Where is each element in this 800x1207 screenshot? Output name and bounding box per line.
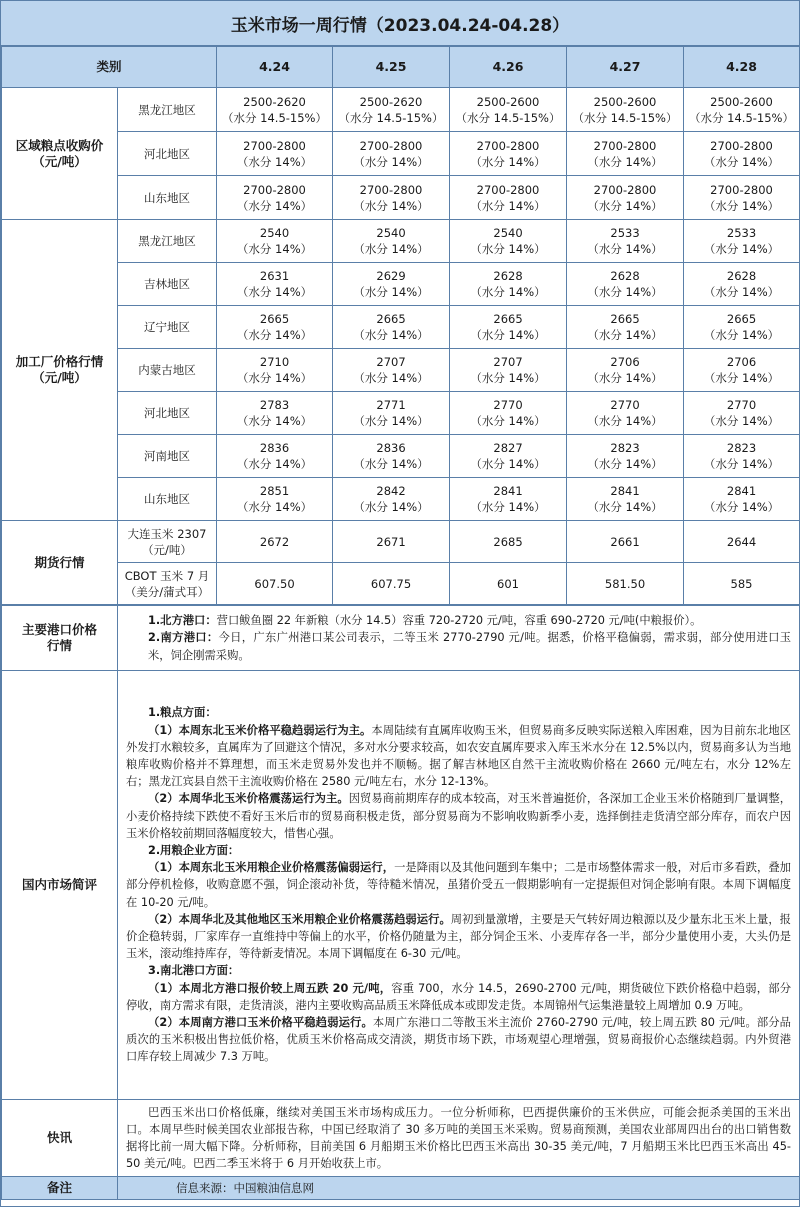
region-cell: 河南地区 — [118, 435, 217, 478]
price-value: 2706 — [610, 355, 640, 369]
price-value: 2770 — [493, 398, 523, 412]
price-cell — [217, 435, 333, 478]
moisture-note: （水分 14%） — [353, 457, 429, 471]
price-cell — [217, 88, 333, 132]
price-value: 2500-2620 — [243, 94, 306, 109]
moisture-note: （水分 14.5-15%） — [338, 110, 444, 125]
futures-value: 601 — [450, 563, 567, 605]
price-cell — [684, 349, 800, 392]
futures-value: 607.75 — [333, 563, 450, 605]
section-label — [2, 220, 118, 521]
price-value: 2665 — [610, 312, 640, 326]
moisture-note: （水分 14%） — [236, 371, 313, 385]
price-value: 2841 — [610, 484, 640, 498]
price-cell — [450, 392, 567, 435]
futures-unit: （美分/蒲式耳） — [124, 584, 210, 599]
price-cell — [217, 132, 333, 176]
futures-name-cell — [118, 563, 217, 605]
section-label-line1: 区域粮点收购价 — [15, 137, 104, 153]
price-value: 2665 — [376, 312, 406, 326]
price-value: 2700-2800 — [359, 182, 423, 197]
regional-purchase-section — [2, 88, 800, 220]
price-value: 2707 — [493, 355, 523, 369]
price-cell — [684, 176, 800, 220]
moisture-note: （水分 14%） — [236, 198, 313, 213]
price-cell — [567, 478, 684, 521]
price-value: 2628 — [610, 269, 640, 283]
price-cell — [567, 88, 684, 132]
note-text: 信息来源：中国粮油信息网 — [118, 1177, 800, 1200]
moisture-note: （水分 14%） — [470, 198, 546, 213]
price-value: 2540 — [493, 226, 523, 240]
moisture-note: （水分 14%） — [470, 328, 546, 342]
date-header: 4.27 — [567, 47, 684, 88]
price-cell — [450, 132, 567, 176]
price-cell — [217, 478, 333, 521]
price-value: 2841 — [493, 484, 523, 498]
price-cell — [450, 478, 567, 521]
futures-value: 581.50 — [567, 563, 684, 605]
north-port-title: 1.北方港口： — [148, 614, 217, 628]
price-cell — [567, 306, 684, 349]
section-label-line2: （元/吨） — [32, 153, 87, 169]
region-cell: 山东地区 — [118, 176, 217, 220]
futures-label: 期货行情 — [2, 521, 118, 605]
price-cell — [333, 478, 450, 521]
price-cell — [684, 263, 800, 306]
table-row — [2, 349, 800, 392]
moisture-note: （水分 14%） — [470, 154, 546, 169]
price-value: 2700-2800 — [593, 182, 657, 197]
price-value: 2700-2800 — [243, 138, 306, 153]
futures-name: CBOT 玉米 7 月 — [124, 568, 210, 583]
moisture-note: （水分 14%） — [587, 328, 663, 342]
domestic-row — [2, 671, 800, 1100]
futures-value: 585 — [684, 563, 800, 605]
flash-text: 巴西玉米出口价格低廉，继续对美国玉米市场构成压力。一位分析师称，巴西提供廉价的玉米供应，可能会扼杀美国的玉米出口。本周早些时候美国农业部报告称，中国已经取消了 30 多万吨的美国玉米采购。贸易商预测，美国农业部周四出台的出口销售数据将比前一周大幅下降。分析师称，目前美国 6 月船期玉米价格比巴西玉米高出 30-35 美元/吨，7 月船期玉米比巴西玉米高出 45-50 美元/吨。巴西二季玉米将于 6 月开始收获上市。 — [126, 1105, 791, 1171]
price-value: 2665 — [726, 312, 757, 326]
price-cell — [450, 220, 567, 263]
futures-value: 2671 — [333, 521, 450, 563]
factory-price-section — [2, 220, 800, 521]
price-cell — [333, 132, 450, 176]
moisture-note: （水分 14%） — [353, 242, 429, 256]
price-value: 2700-2800 — [243, 182, 306, 197]
price-cell — [567, 263, 684, 306]
s2-p1-text: 一是降雨以及其他问题到车集中；二是市场整体需求一般，对后市多看跌，叠加部分停机检修，收购意愿不强，饲企滚动补货，等待糙米情况，虽猪价受五一假期影响有一定提振但对饲企影响有限。本周下调幅度在 10-20 元/吨。 — [126, 861, 791, 909]
price-value: 2665 — [259, 312, 290, 326]
ports-content — [118, 606, 800, 671]
price-value: 2851 — [259, 484, 290, 498]
south-port-text: 今日，广东广州港口某公司表示，二等玉米 2770-2790 元/吨。据悉，价格平稳偏弱，需求弱，部分使用进口玉米，饲企刚需采购。 — [148, 631, 791, 662]
s2-p2-bold: （2）本周华北及其他地区玉米用粮企业价格震荡趋弱运行。 — [148, 912, 451, 926]
price-cell — [684, 392, 800, 435]
moisture-note: （水分 14%） — [587, 198, 663, 213]
price-cell — [450, 176, 567, 220]
moisture-note: （水分 14%） — [236, 242, 313, 256]
moisture-note: （水分 14.5-15%） — [455, 110, 561, 125]
price-value: 2823 — [726, 441, 757, 455]
futures-name-cell — [118, 521, 217, 563]
price-value: 2827 — [493, 441, 523, 455]
price-cell — [567, 349, 684, 392]
price-value: 2540 — [376, 226, 406, 240]
moisture-note: （水分 14%） — [587, 371, 663, 385]
price-cell — [333, 88, 450, 132]
moisture-note: （水分 14%） — [703, 198, 780, 213]
price-cell — [567, 435, 684, 478]
moisture-note: （水分 14%） — [353, 371, 429, 385]
table-row — [2, 521, 800, 563]
price-value: 2700-2800 — [359, 138, 423, 153]
price-value: 2836 — [259, 441, 290, 455]
price-value: 2823 — [610, 441, 640, 455]
moisture-note: （水分 14%） — [587, 242, 663, 256]
price-cell — [217, 176, 333, 220]
table-row — [2, 563, 800, 605]
price-cell — [333, 220, 450, 263]
price-cell — [450, 435, 567, 478]
price-value: 2665 — [493, 312, 523, 326]
region-cell: 河北地区 — [118, 392, 217, 435]
price-value: 2707 — [376, 355, 406, 369]
s3-p2-bold: （2）本周南方港口玉米价格平稳趋弱运行。 — [148, 1016, 373, 1030]
price-cell — [450, 88, 567, 132]
price-cell — [333, 263, 450, 306]
price-value: 2706 — [726, 355, 757, 369]
price-table — [1, 46, 800, 605]
date-header: 4.28 — [684, 47, 800, 88]
futures-name: 大连玉米 2307 — [127, 526, 207, 541]
price-cell — [684, 478, 800, 521]
moisture-note: （水分 14%） — [587, 154, 663, 169]
price-value: 2700-2800 — [476, 138, 540, 153]
price-cell — [684, 132, 800, 176]
section-label — [2, 88, 118, 220]
moisture-note: （水分 14%） — [353, 328, 429, 342]
price-value: 2700-2800 — [476, 182, 540, 197]
moisture-note: （水分 14%） — [236, 154, 313, 169]
price-value: 2710 — [259, 355, 290, 369]
price-cell — [684, 220, 800, 263]
north-port-text: 营口鲅鱼圈 22 年新粮（水分 14.5）容重 720-2720 元/吨，容重 690-2720 元/吨(中粮报价）。 — [216, 614, 702, 628]
futures-section — [2, 521, 800, 605]
note-row — [2, 1177, 800, 1200]
price-value: 2700-2800 — [593, 138, 657, 153]
price-cell — [217, 349, 333, 392]
futures-value: 607.50 — [217, 563, 333, 605]
price-value: 2700-2800 — [710, 182, 773, 197]
price-value: 2628 — [493, 269, 523, 283]
moisture-note: （水分 14.5-15%） — [572, 110, 678, 125]
price-value: 2836 — [376, 441, 406, 455]
price-cell — [450, 263, 567, 306]
moisture-note: （水分 14%） — [236, 328, 313, 342]
flash-content — [118, 1100, 800, 1177]
price-value: 2629 — [376, 269, 406, 283]
region-cell: 吉林地区 — [118, 263, 217, 306]
table-row — [2, 263, 800, 306]
region-cell: 山东地区 — [118, 478, 217, 521]
futures-value: 2644 — [684, 521, 800, 563]
price-cell — [450, 349, 567, 392]
south-port-title: 2.南方港口： — [148, 631, 219, 645]
ports-row — [2, 606, 800, 671]
table-row — [2, 88, 800, 132]
moisture-note: （水分 14%） — [587, 414, 663, 428]
date-header: 4.26 — [450, 47, 567, 88]
price-cell — [567, 392, 684, 435]
price-cell — [333, 392, 450, 435]
moisture-note: （水分 14%） — [353, 414, 429, 428]
s2-title: 2.用粮企业方面： — [148, 843, 240, 857]
moisture-note: （水分 14.5-15%） — [222, 110, 327, 125]
s3-p1-text: 容重 700，水分 14.5，2690-2700 元/吨，期货破位下跌价格稳中趋弱，部分停收，南方需求有限，走货清淡，港内主要收购高品质玉米降低成本或即发走货。本周锦州气运集港量较上周增加 0.9 万吨。 — [126, 981, 792, 1012]
moisture-note: （水分 14%） — [703, 242, 780, 256]
price-value: 2700-2800 — [710, 138, 773, 153]
price-value: 2500-2600 — [710, 94, 773, 109]
region-cell: 河北地区 — [118, 132, 217, 176]
price-value: 2533 — [726, 226, 757, 240]
moisture-note: （水分 14%） — [353, 500, 429, 514]
price-cell — [684, 88, 800, 132]
s3-p1-bold: （1）本周北方港口报价较上周五跌 20 元/吨， — [148, 981, 392, 995]
price-value: 2771 — [376, 398, 406, 412]
table-row — [2, 392, 800, 435]
price-cell — [333, 349, 450, 392]
table-row — [2, 220, 800, 263]
price-cell — [567, 176, 684, 220]
moisture-note: （水分 14%） — [703, 371, 780, 385]
domestic-label: 国内市场简评 — [2, 671, 118, 1100]
s3-p2-text: 本周广东港口二等散玉米主流价 2760-2790 元/吨，较上周五跌 80 元/吨。部分品质次的玉米积极出售拉低价格，优质玉米价格高成交清淡，期货市场下跌，市场观望心理增强，贸易商报价心态继续趋弱。内外贸港口库存较上周减少 7.3 万吨。 — [126, 1016, 791, 1064]
moisture-note: （水分 14%） — [470, 285, 546, 299]
s2-p2-text: 周初到量激增，主要是天气转好周边粮源以及少量东北玉米上量，报价企稳转弱，厂家库存一直维持中等偏上的水平，价格仍随量为主，部分饲企玉米、小麦库存各一半，部分少量使用小麦，大头仍是玉米，滚动维持库存，等待新麦情况。本周下调幅度在 6-30 元/吨。 — [126, 912, 791, 961]
moisture-note: （水分 14%） — [470, 457, 546, 471]
price-value: 2540 — [259, 226, 290, 240]
report-title: 玉米市场一周行情（2023.04.24-04.28） — [1, 1, 799, 46]
header-row — [2, 47, 800, 88]
moisture-note: （水分 14%） — [703, 414, 780, 428]
price-value: 2842 — [376, 484, 406, 498]
moisture-note: （水分 14%） — [353, 198, 429, 213]
price-cell — [684, 435, 800, 478]
moisture-note: （水分 14.5-15%） — [689, 110, 794, 125]
table-row — [2, 132, 800, 176]
s2-p1-bold: （1）本周东北玉米用粮企业价格震荡偏弱运行， — [148, 861, 395, 875]
price-cell — [217, 306, 333, 349]
moisture-note: （水分 14%） — [470, 371, 546, 385]
price-cell — [684, 306, 800, 349]
price-cell — [217, 220, 333, 263]
region-cell: 黑龙江地区 — [118, 220, 217, 263]
price-cell — [333, 176, 450, 220]
price-cell — [217, 263, 333, 306]
moisture-note: （水分 14%） — [703, 500, 780, 514]
price-value: 2500-2620 — [359, 94, 423, 109]
s1-p2-bold: （2）本周华北玉米价格震荡运行为主。 — [148, 792, 349, 806]
moisture-note: （水分 14%） — [236, 457, 313, 471]
note-label: 备注 — [2, 1177, 118, 1200]
moisture-note: （水分 14%） — [587, 500, 663, 514]
section-label-line1: 加工厂价格行情 — [15, 354, 104, 369]
domestic-content — [118, 671, 800, 1100]
ports-label-line2: 行情 — [46, 638, 72, 653]
moisture-note: （水分 14%） — [470, 500, 546, 514]
table-row — [2, 176, 800, 220]
price-value: 2783 — [259, 398, 290, 412]
category-header: 类别 — [2, 47, 217, 88]
futures-unit: （元/吨） — [142, 542, 192, 557]
futures-value: 2672 — [217, 521, 333, 563]
s1-p2-text: 因贸易商前期库存的成本较高，对玉米普遍挺价，各深加工企业玉米价格随到厂量调整，小麦价格持续下跌使不看好玉米后市的贸易商积极走货，部分贸易商为不影响收购新季小麦，选择倒挂走货清空部分库存，而农户因玉米价格较前期回落幅度较大，惜售心强。 — [126, 792, 791, 840]
moisture-note: （水分 14%） — [703, 154, 780, 169]
s1-title: 1.粮点方面： — [148, 706, 217, 720]
moisture-note: （水分 14%） — [703, 328, 780, 342]
price-cell — [217, 392, 333, 435]
moisture-note: （水分 14%） — [470, 242, 546, 256]
date-header: 4.25 — [333, 47, 450, 88]
moisture-note: （水分 14%） — [236, 285, 313, 299]
futures-value: 2685 — [450, 521, 567, 563]
price-value: 2770 — [726, 398, 757, 412]
price-cell — [567, 132, 684, 176]
price-value: 2533 — [610, 226, 640, 240]
moisture-note: （水分 14%） — [587, 457, 663, 471]
price-cell — [567, 220, 684, 263]
table-row — [2, 478, 800, 521]
price-value: 2841 — [726, 484, 757, 498]
ports-label — [2, 606, 118, 671]
s1-p1-text: 本周陆续有直属库收购玉米，但贸易商多反映实际送粮入库困难，因为目前东北地区外发打水粮较多，直属库为了回避这个情况，多对水分要求较高，如农安直属库要求入库玉米水分在 12.5%以内，贸易商多认为当地粮库收购价格并不算理想，而玉米走贸易外发也并不顺畅。据了解吉林地区自然干主流收购价格在 2660 元/吨左右，水分 12%左右；黑龙江宾县自然干主流收购价格在 2580 元/吨左右，水分 12-13%。 — [126, 723, 791, 789]
futures-value: 2661 — [567, 521, 684, 563]
flash-row — [2, 1100, 800, 1177]
region-cell: 辽宁地区 — [118, 306, 217, 349]
price-cell — [450, 306, 567, 349]
moisture-note: （水分 14%） — [353, 285, 429, 299]
s3-title: 3.南北港口方面： — [148, 964, 240, 978]
price-cell — [333, 306, 450, 349]
moisture-note: （水分 14%） — [703, 285, 780, 299]
price-value: 2628 — [726, 269, 757, 283]
region-cell: 内蒙古地区 — [118, 349, 217, 392]
moisture-note: （水分 14%） — [236, 500, 313, 514]
flash-label: 快讯 — [2, 1100, 118, 1177]
commentary-table — [1, 605, 800, 1200]
price-value: 2500-2600 — [593, 94, 657, 109]
moisture-note: （水分 14%） — [703, 457, 780, 471]
moisture-note: （水分 14%） — [587, 285, 663, 299]
price-value: 2500-2600 — [476, 94, 540, 109]
price-cell — [333, 435, 450, 478]
moisture-note: （水分 14%） — [470, 414, 546, 428]
date-header: 4.24 — [217, 47, 333, 88]
table-row — [2, 306, 800, 349]
table-row — [2, 435, 800, 478]
ports-label-line1: 主要港口价格 — [21, 622, 97, 637]
section-label-line2: （元/吨） — [32, 370, 87, 385]
price-value: 2770 — [610, 398, 640, 412]
moisture-note: （水分 14%） — [236, 414, 313, 428]
price-value: 2631 — [259, 269, 290, 283]
region-cell: 黑龙江地区 — [118, 88, 217, 132]
moisture-note: （水分 14%） — [353, 154, 429, 169]
s1-p1-bold: （1）本周东北玉米价格平稳趋弱运行为主。 — [148, 723, 372, 737]
